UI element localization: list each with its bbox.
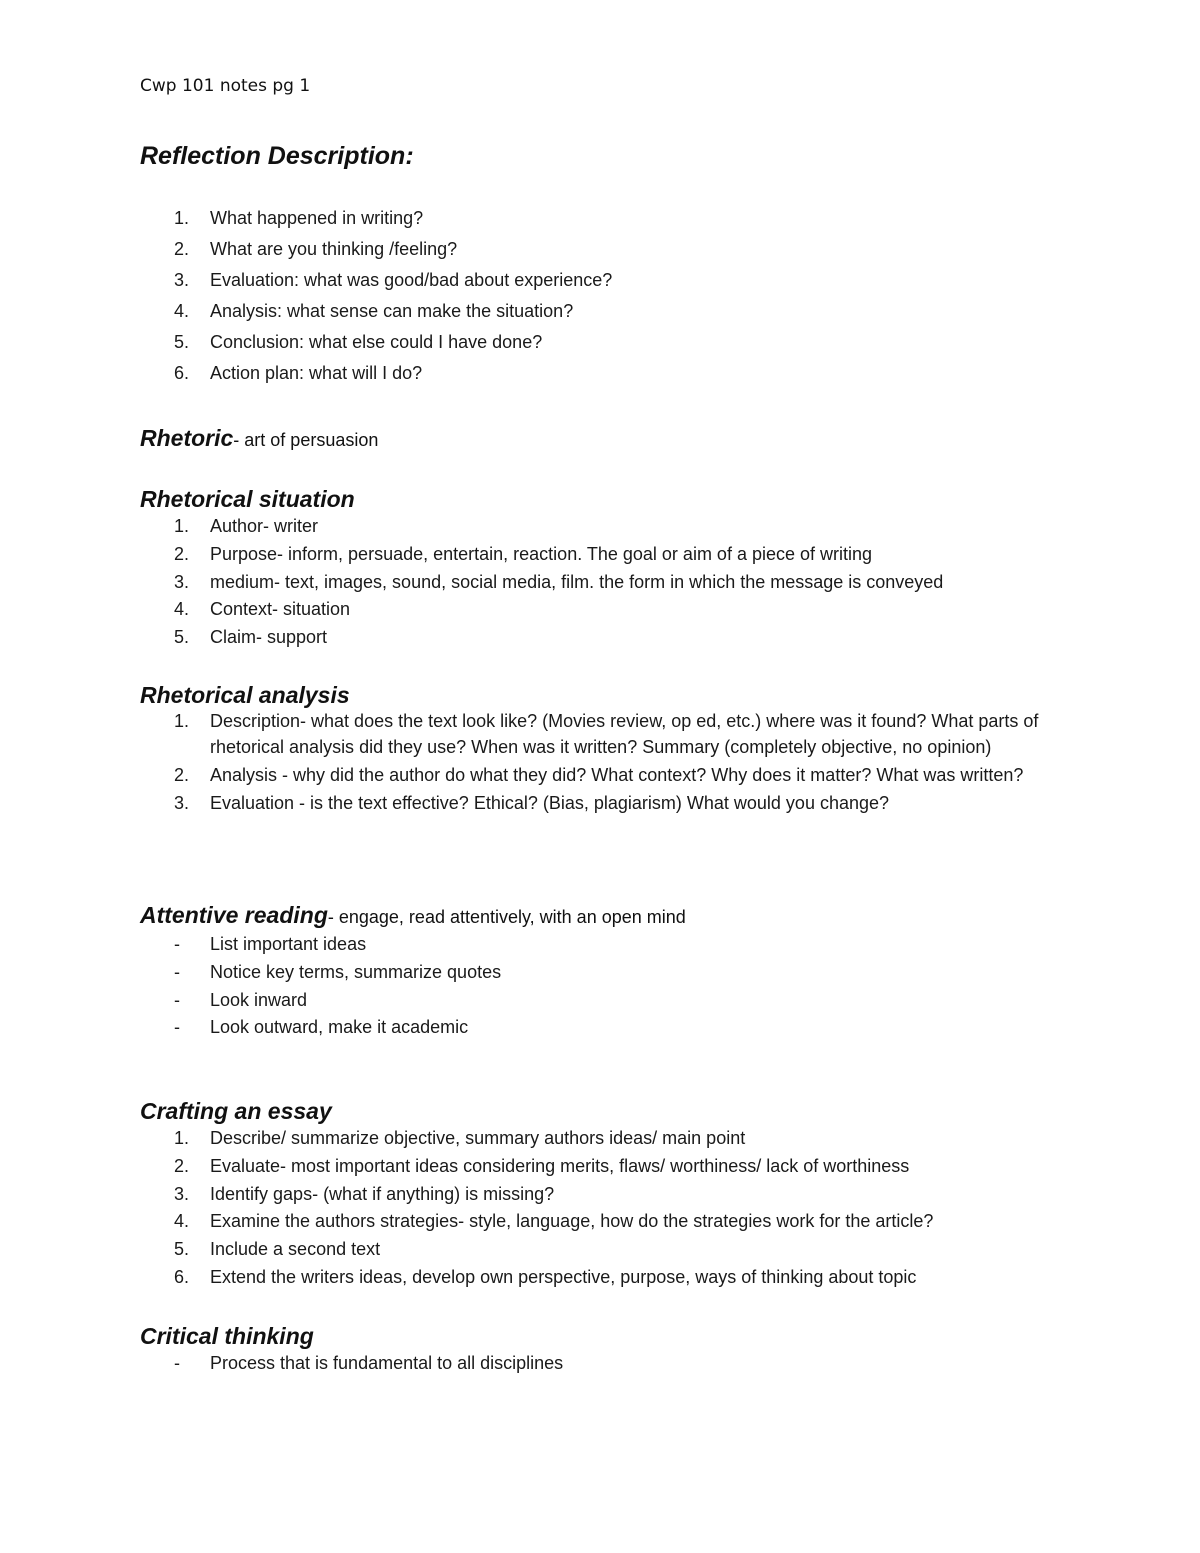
- list-item-text: Author- writer: [210, 516, 319, 536]
- list-item: [140, 1264, 1100, 1292]
- list-item-text: Claim- support: [210, 627, 328, 648]
- list-item: [140, 1125, 1100, 1153]
- section-rhetorical-situation: [140, 485, 1100, 652]
- list-item: [140, 624, 1100, 652]
- section-crafting-essay: [140, 1097, 1100, 1292]
- rhetorical-situation-heading: Rhetorical situation: [140, 486, 355, 512]
- attentive-reading-term: Attentive reading: [140, 902, 328, 928]
- list-dash: -: [174, 934, 180, 954]
- list-item: [140, 1181, 1100, 1209]
- list-item-text: Evaluation: what was good/bad about experience?: [210, 270, 613, 290]
- list-number: 1.: [174, 516, 190, 536]
- list-number: 2.: [174, 543, 190, 564]
- list-item: [140, 1350, 1100, 1378]
- list-item: [140, 541, 1100, 569]
- list-dash: -: [174, 989, 180, 1010]
- section-rhetorical-analysis: [140, 681, 1100, 819]
- list-item: [140, 513, 1100, 541]
- list-item-text: Extend the writers ideas, develop own perspective, purpose, ways of thinking about topic: [210, 1266, 917, 1287]
- rhetorical-analysis-list: [140, 709, 1040, 816]
- list-dash: -: [174, 961, 180, 982]
- list-item-text: Description- what does the text look like? (Movies review, op ed, etc.) where was it found? What parts of rhetorical analysis did they use? When was it written? Summary (completely objective, no opinion): [210, 711, 1039, 757]
- list-dash: -: [174, 1017, 180, 1038]
- list-item: [140, 959, 1100, 987]
- crafting-essay-list: [140, 1125, 1100, 1292]
- list-item-text: Analysis: what sense can make the situation?: [210, 301, 574, 321]
- list-item-text: Include a second text: [210, 1239, 381, 1260]
- list-number: 3.: [174, 1183, 190, 1204]
- list-item-text: Purpose- inform, persuade, entertain, reaction. The goal or aim of a piece of writing: [210, 543, 873, 564]
- list-number: 1.: [174, 208, 190, 228]
- list-number: 3.: [174, 792, 190, 813]
- reflection-heading: Reflection Description:: [140, 142, 414, 170]
- list-item: [140, 791, 1040, 817]
- list-item: [140, 327, 1100, 358]
- list-number: 5.: [174, 332, 190, 352]
- list-item-text: What are you thinking /feeling?: [210, 239, 458, 259]
- list-number: 4.: [174, 599, 190, 620]
- list-number: 6.: [174, 363, 190, 383]
- list-number: 1.: [174, 711, 190, 731]
- list-item-text: Evaluate- most important ideas considering merits, flaws/ worthiness/ lack of worthiness: [210, 1155, 910, 1176]
- list-item-text: Process that is fundamental to all disciplines: [210, 1353, 564, 1373]
- crafting-essay-heading: Crafting an essay: [140, 1098, 332, 1124]
- list-item-text: Action plan: what will I do?: [210, 363, 423, 383]
- rhetoric-definition: - art of persuasion: [233, 430, 379, 450]
- list-item-text: Evaluation - is the text effective? Ethical? (Bias, plagiarism) What would you change?: [210, 792, 890, 813]
- list-dash: -: [174, 1353, 180, 1373]
- list-item: [140, 596, 1100, 624]
- list-item-text: medium- text, images, sound, social media, film. the form in which the message is conveyed: [210, 571, 944, 592]
- list-item: [140, 1014, 1100, 1042]
- rhetorical-situation-list: [140, 513, 1100, 652]
- list-number: 2.: [174, 239, 190, 259]
- attentive-reading-definition: - engage, read attentively, with an open mind: [327, 907, 686, 927]
- list-item: [140, 1153, 1100, 1181]
- list-item-text: What happened in writing?: [210, 208, 424, 228]
- attentive-reading-heading: [140, 901, 1100, 931]
- critical-thinking-list: [140, 1350, 1100, 1378]
- rhetoric-heading: [140, 424, 1100, 454]
- list-number: 6.: [174, 1266, 190, 1287]
- list-item: [140, 569, 1100, 597]
- section-rhetoric: [140, 424, 1100, 454]
- list-item: [140, 234, 1100, 265]
- list-item: [140, 1208, 1100, 1236]
- rhetoric-term: Rhetoric: [140, 425, 234, 451]
- list-number: 4.: [174, 1211, 190, 1232]
- page-header: Cwp 101 notes pg 1: [140, 76, 311, 96]
- attentive-reading-list: [140, 931, 1100, 1042]
- section-reflection: [140, 142, 1100, 389]
- list-item: [140, 296, 1100, 327]
- list-item: [140, 987, 1100, 1015]
- list-number: 5.: [174, 627, 190, 648]
- critical-thinking-heading: Critical thinking: [140, 1323, 314, 1349]
- list-item-text: Analysis - why did the author do what they did? What context? Why does it matter? What was written?: [210, 764, 1024, 785]
- list-item-text: Notice key terms, summarize quotes: [210, 961, 502, 982]
- list-item: [140, 709, 1040, 760]
- reflection-list: [140, 203, 1100, 389]
- list-item-text: Look inward: [210, 989, 308, 1010]
- list-number: 2.: [174, 1155, 190, 1176]
- list-item-text: Look outward, make it academic: [210, 1017, 469, 1038]
- list-item: [140, 1236, 1100, 1264]
- list-number: 3.: [174, 571, 190, 592]
- list-item: [140, 931, 1100, 959]
- list-item-text: Context- situation: [210, 599, 351, 620]
- list-item-text: Identify gaps- (what if anything) is missing?: [210, 1183, 555, 1204]
- list-item: [140, 358, 1100, 389]
- list-item-text: List important ideas: [210, 934, 367, 954]
- rhetorical-analysis-heading: Rhetorical analysis: [140, 682, 350, 708]
- section-attentive-reading: [140, 901, 1100, 1042]
- list-number: 5.: [174, 1239, 190, 1260]
- list-item: [140, 763, 1040, 789]
- section-critical-thinking: [140, 1322, 1100, 1378]
- list-item-text: Conclusion: what else could I have done?: [210, 332, 543, 352]
- list-number: 3.: [174, 270, 190, 290]
- list-item-text: Describe/ summarize objective, summary authors ideas/ main point: [210, 1128, 746, 1148]
- list-item: [140, 265, 1100, 296]
- list-number: 4.: [174, 301, 190, 321]
- list-item: [140, 203, 1100, 234]
- list-item-text: Examine the authors strategies- style, language, how do the strategies work for the article?: [210, 1211, 934, 1232]
- list-number: 1.: [174, 1128, 190, 1148]
- list-number: 2.: [174, 764, 190, 785]
